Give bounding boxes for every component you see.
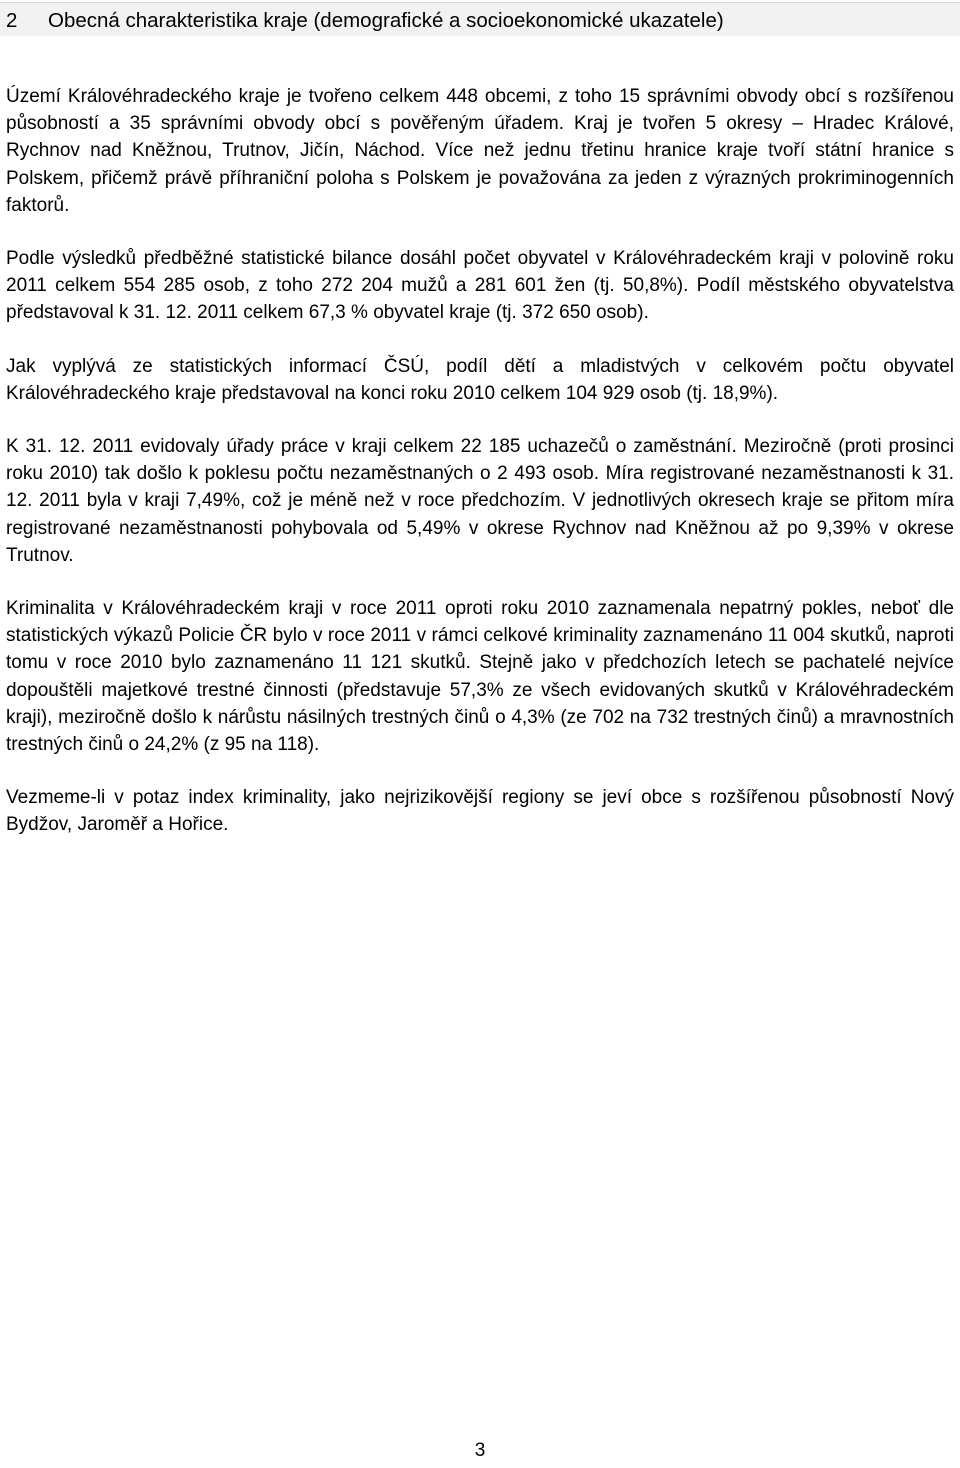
section-title: Obecná charakteristika kraje (demografické a socioekonomické ukazatele) [48,9,724,32]
section-heading [6,7,724,35]
paragraph-territory: Území Královéhradeckého kraje je tvořeno celkem 448 obcemi, z toho 15 správními obvody obcí s rozšířenou působností a 35 správními obvody obcí s pověřeným úřadem. Kraj je tvořen 5 okresy – Hradec Králové, Rychnov nad Kněžnou, Trutnov, Jičín, Náchod. Více než jednu třetinu hranice kraje tvoří státní hranice s Polskem, přičemž právě příhraniční poloha s Polskem je považována za jeden z výrazných prokriminogenních faktorů. [6,86,954,216]
paragraph-unemployment: K 31. 12. 2011 evidovaly úřady práce v kraji celkem 22 185 uchazečů o zaměstnání. Meziročně (proti prosinci roku 2010) tak došlo k poklesu počtu nezaměstnaných o 2 493 osob. Míra registrované nezaměstnanosti k 31. 12. 2011 byla v kraji 7,49%, což je méně než v roce předchozím. V jednotlivých okresech kraje se přitom míra registrované nezaměstnanosti pohybovala od 5,49% v okrese Rychnov nad Kněžnou až po 9,39% v okrese Trutnov. [6,436,954,566]
section-heading-bar [0,2,960,36]
document-body [6,83,954,865]
paragraph-children: Jak vyplývá ze statistických informací ČSÚ, podíl dětí a mladistvých v celkovém počtu obyvatel Královéhradeckého kraje představoval na konci roku 2010 celkem 104 929 osob (tj. 18,9%). [6,355,954,404]
paragraph-crime-index: Vezmeme-li v potaz index kriminality, jako nejrizikovější regiony se jeví obce s rozšířenou působností Nový Bydžov, Jaroměř a Hořice. [6,787,954,836]
page-number: 3 [474,1440,486,1461]
paragraph-crime: Kriminalita v Královéhradeckém kraji v roce 2011 oproti roku 2010 zaznamenala nepatrný pokles, neboť dle statistických výkazů Policie ČR bylo v roce 2011 v rámci celkové kriminality zaznamenáno 11 004 skutků, naproti tomu v roce 2010 bylo zaznamenáno 11 121 skutků. Stejně jako v předchozích letech se pachatelé nejvíce dopouštěli majetkové trestné činnosti (představuje 57,3% ze všech evidovaných skutků v Královéhradeckém kraji), meziročně došlo k nárůstu násilných trestných činů o 4,3% (ze 702 na 732 trestných činů) a mravnostních trestných činů o 24,2% (z 95 na 118). [6,598,954,756]
paragraph-population: Podle výsledků předběžné statistické bilance dosáhl počet obyvatel v Královéhradeckém kraji v polovině roku 2011 celkem 554 285 osob, z toho 272 204 mužů a 281 601 žen (tj. 50,8%). Podíl městského obyvatelstva představoval k 31. 12. 2011 celkem 67,3 % obyvatel kraje (tj. 372 650 osob). [6,248,954,324]
section-number: 2 [6,9,18,32]
